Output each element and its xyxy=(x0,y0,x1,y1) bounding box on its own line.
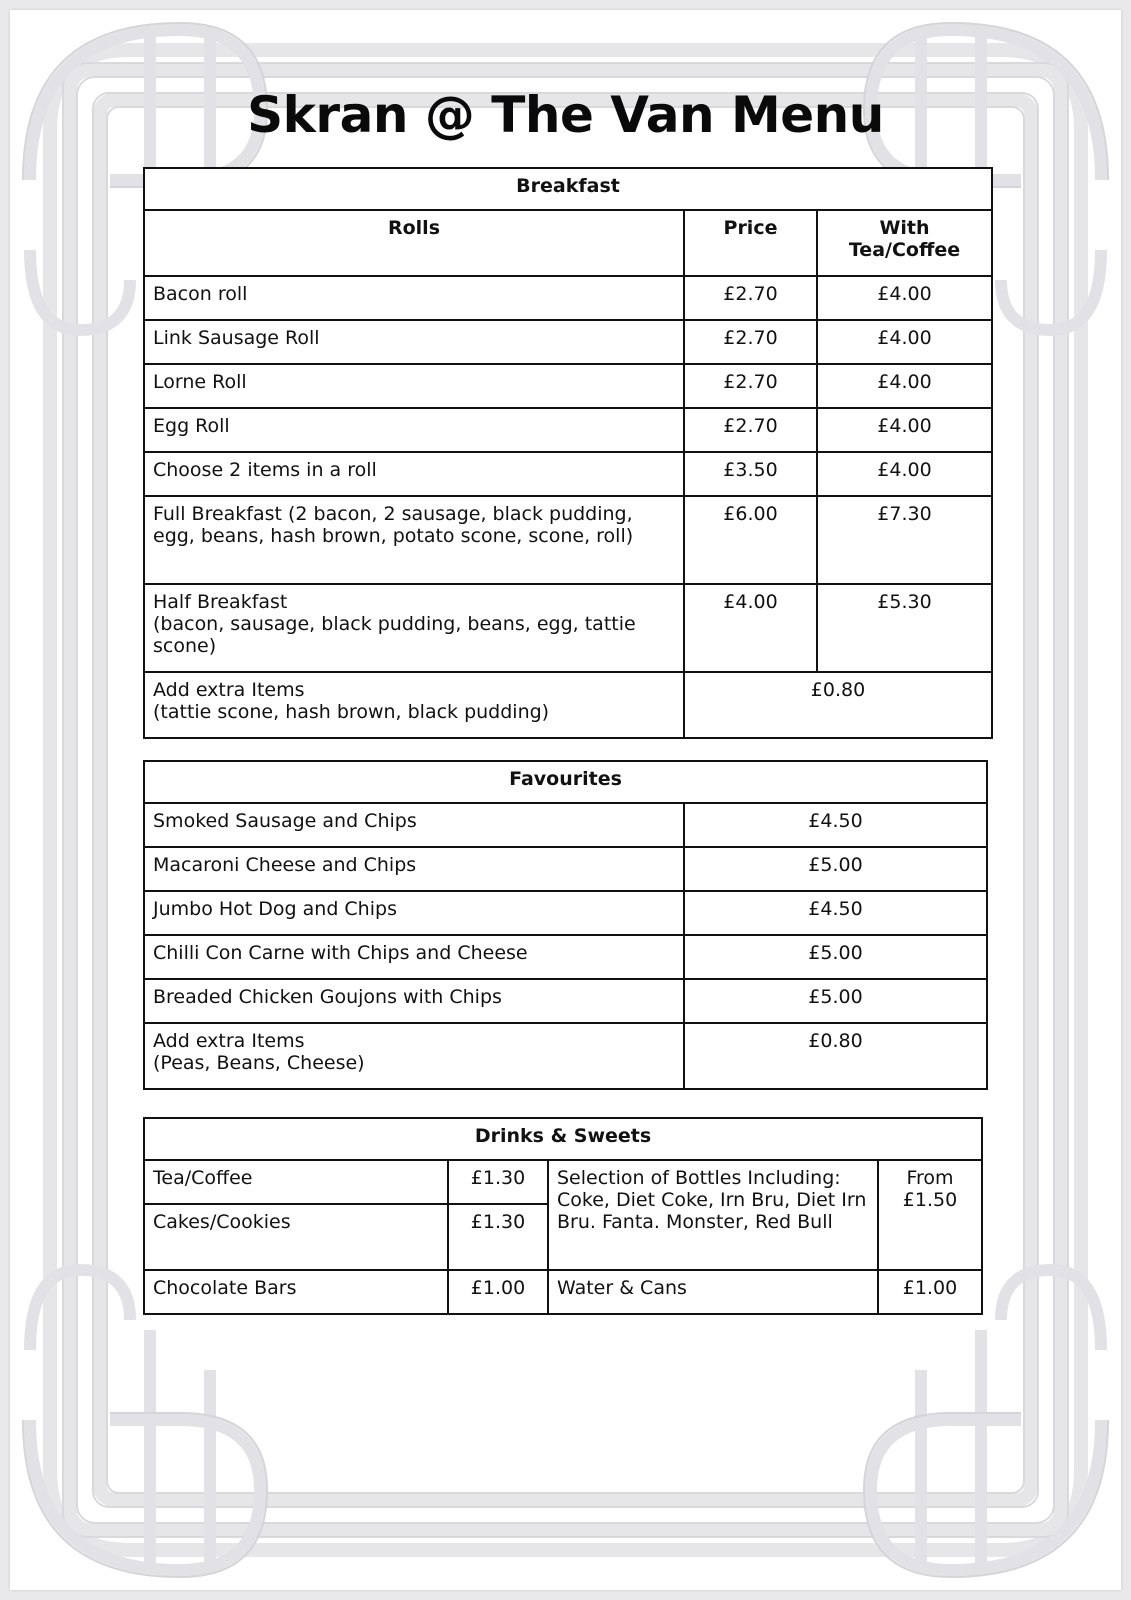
item-price: £4.00 xyxy=(684,584,817,672)
table-row xyxy=(144,452,992,496)
item-name-cell xyxy=(144,584,684,672)
item-name: Chilli Con Carne with Chips and Cheese xyxy=(144,935,684,979)
item-price: £1.00 xyxy=(878,1270,982,1314)
item-price: £2.70 xyxy=(684,320,817,364)
drinks-sweets-table xyxy=(143,1117,983,1315)
drinks-sweets-heading: Drinks & Sweets xyxy=(144,1118,982,1160)
item-price: £6.00 xyxy=(684,496,817,584)
item-price: £4.50 xyxy=(684,803,987,847)
table-row xyxy=(144,891,987,935)
breakfast-table xyxy=(143,167,993,739)
item-description: (tattie scone, hash brown, black pudding) xyxy=(153,701,550,723)
item-price: £0.80 xyxy=(684,1023,987,1089)
item-name: Tea/Coffee xyxy=(144,1160,448,1204)
table-row xyxy=(144,320,992,364)
item-price: £2.70 xyxy=(684,276,817,320)
item-name: Water & Cans xyxy=(548,1270,878,1314)
table-row xyxy=(144,672,992,738)
menu-page xyxy=(10,10,1121,1590)
item-name: Link Sausage Roll xyxy=(144,320,684,364)
item-price: £1.30 xyxy=(448,1160,548,1204)
item-name-cell xyxy=(144,672,684,738)
item-price-with-drink: £4.00 xyxy=(817,408,992,452)
item-price-with-drink: £4.00 xyxy=(817,320,992,364)
item-price: £3.50 xyxy=(684,452,817,496)
item-price: £5.00 xyxy=(684,935,987,979)
col-header-price: Price xyxy=(684,210,817,276)
item-description: (Peas, Beans, Cheese) xyxy=(153,1052,365,1074)
item-description: (bacon, sausage, black pudding, beans, egg, tattie scone) xyxy=(153,613,636,657)
item-name-cell xyxy=(144,1023,684,1089)
table-row xyxy=(144,935,987,979)
item-price: From £1.50 xyxy=(878,1160,982,1270)
item-price-with-drink: £7.30 xyxy=(817,496,992,584)
item-name: Choose 2 items in a roll xyxy=(144,452,684,496)
item-name: Bacon roll xyxy=(144,276,684,320)
col-header-with-tea-coffee: With Tea/Coffee xyxy=(817,210,992,276)
table-row xyxy=(144,408,992,452)
item-name: Add extra Items xyxy=(153,1030,305,1052)
item-name: Chocolate Bars xyxy=(144,1270,448,1314)
item-name: Selection of Bottles Including: Coke, Diet Coke, Irn Bru, Diet Irn Bru. Fanta. Monster, Red Bull xyxy=(548,1160,878,1270)
item-price-with-drink: £4.00 xyxy=(817,364,992,408)
item-price: £1.30 xyxy=(448,1204,548,1270)
item-price: £1.00 xyxy=(448,1270,548,1314)
item-price: £5.00 xyxy=(684,979,987,1023)
item-name: Cakes/Cookies xyxy=(144,1204,448,1270)
item-price: £0.80 xyxy=(684,672,992,738)
item-name: Add extra Items xyxy=(153,679,305,701)
table-row xyxy=(144,979,987,1023)
col-header-rolls: Rolls xyxy=(144,210,684,276)
item-price: £4.50 xyxy=(684,891,987,935)
table-row xyxy=(144,584,992,672)
item-name: Full Breakfast (2 bacon, 2 sausage, black pudding, egg, beans, hash brown, potato scone, scone, roll) xyxy=(144,496,684,584)
menu-title: Skran @ The Van Menu xyxy=(247,86,884,144)
table-row xyxy=(144,1160,982,1204)
breakfast-heading: Breakfast xyxy=(144,168,992,210)
table-row xyxy=(144,364,992,408)
favourites-table xyxy=(143,760,988,1090)
item-price: £5.00 xyxy=(684,847,987,891)
item-price-with-drink: £4.00 xyxy=(817,276,992,320)
table-row xyxy=(144,1270,982,1314)
item-name: Egg Roll xyxy=(144,408,684,452)
table-row xyxy=(144,496,992,584)
favourites-heading: Favourites xyxy=(144,761,987,803)
item-name: Smoked Sausage and Chips xyxy=(144,803,684,847)
item-name: Jumbo Hot Dog and Chips xyxy=(144,891,684,935)
item-price-with-drink: £4.00 xyxy=(817,452,992,496)
table-row xyxy=(144,847,987,891)
table-row xyxy=(144,803,987,847)
item-name: Lorne Roll xyxy=(144,364,684,408)
item-price-with-drink: £5.30 xyxy=(817,584,992,672)
item-name: Macaroni Cheese and Chips xyxy=(144,847,684,891)
item-price: £2.70 xyxy=(684,408,817,452)
item-name: Breaded Chicken Goujons with Chips xyxy=(144,979,684,1023)
table-row xyxy=(144,1023,987,1089)
table-row xyxy=(144,276,992,320)
item-name: Half Breakfast xyxy=(153,591,288,613)
item-price: £2.70 xyxy=(684,364,817,408)
